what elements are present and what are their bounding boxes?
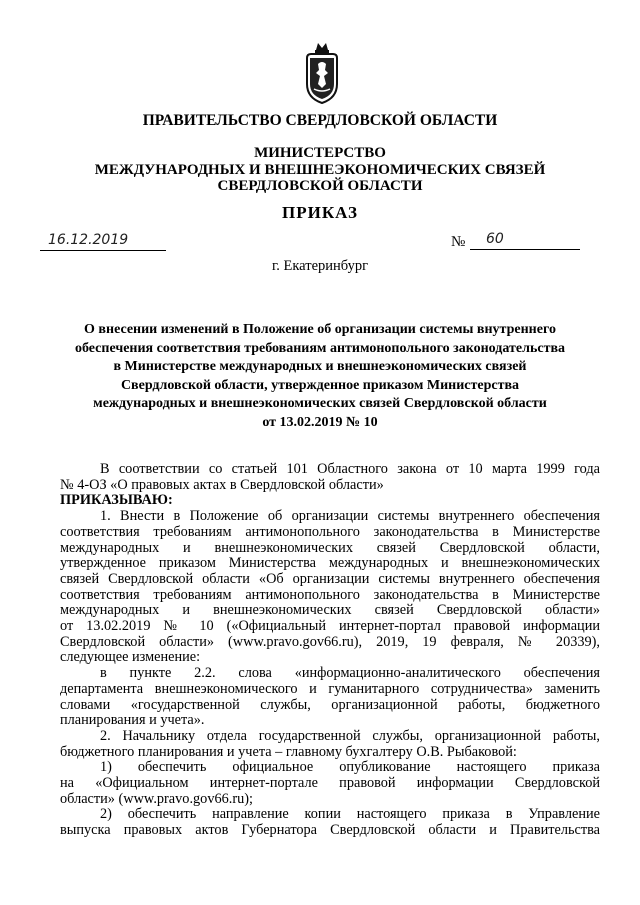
item-2-2-line: 2) обеспечить направление копии настоящего приказа в Управление — [100, 806, 600, 823]
subject-line: международных и внешнеэкономических связей Свердловской области — [93, 396, 547, 412]
city: г. Екатеринбург — [271, 258, 369, 274]
coat-of-arms-icon — [304, 40, 340, 106]
item-1-line: следующее изменение: — [60, 649, 201, 666]
subject-line: О внесении изменений в Положение об организации системы внутреннего — [84, 322, 556, 337]
item-2-1-line: на «Официальном интернет-портале правовой информации Свердловской — [60, 775, 600, 792]
item-2-1-line: области» (www.pravo.gov66.ru); — [60, 790, 253, 807]
document-body — [60, 462, 600, 839]
intro-line: № 4-ОЗ «О правовых актах в Свердловской области» — [60, 476, 384, 493]
ministry-title-line1: МИНИСТЕРСТВО — [254, 145, 386, 161]
ministry-title-line2: МЕЖДУНАРОДНЫХ И ВНЕШНЕЭКОНОМИЧЕСКИХ СВЯЗЕЙ — [94, 162, 546, 178]
item-1-subitem — [60, 666, 600, 729]
intro-line: В соответствии со статьей 101 Областного закона от 10 марта 1999 года — [100, 461, 600, 477]
number-underline — [470, 249, 580, 250]
subject-line: обеспечения соответствия требованиям антимонопольного законодательства — [74, 340, 566, 356]
item-1 — [60, 509, 600, 666]
item-1-line: международных и внешнеэкономических связей Свердловской области» — [60, 602, 600, 619]
item-1-line: Свердловской области» (www.pravo.gov66.ru), 2019, 19 февраля, № 20339), — [60, 633, 600, 650]
item-1-line: соответствия требованиям антимонопольного законодательства в Министерстве — [60, 586, 600, 603]
order-word: ПРИКАЗЫВАЮ: — [60, 492, 173, 509]
handwritten-date: 16.12.2019 — [48, 232, 129, 248]
item-1-line: соответствия требованиям антимонопольного законодательства в Министерстве — [60, 523, 600, 540]
item-1-line: международных и внешнеэкономических связей Свердловской области, — [60, 539, 600, 556]
item-2 — [60, 729, 600, 760]
item-1-sub-line: департамента внешнеэкономического и гуманитарного сотрудничества» заменить — [60, 680, 600, 697]
item-1-sub-line: в пункте 2.2. слова «информационно-аналитического обеспечения — [100, 665, 600, 682]
date-underline — [40, 250, 166, 251]
government-title: ПРАВИТЕЛЬСТВО СВЕРДЛОВСКОЙ ОБЛАСТИ — [142, 112, 498, 129]
item-1-line: связей Свердловской области «Об организации системы внутреннего обеспечения — [60, 570, 600, 587]
number-label: № — [451, 234, 466, 250]
item-1-sub-line: словами «государственной службы, организационной работы, бюджетного — [60, 696, 600, 713]
subject-line: от 13.02.2019 № 10 — [262, 414, 378, 430]
item-2-1 — [60, 760, 600, 807]
subject-line: в Министерстве международных и внешнеэкономических связей — [113, 359, 527, 375]
item-1-line: 1. Внести в Положение об организации системы внутреннего обеспечения — [100, 508, 600, 525]
item-1-sub-line: планирования и учета». — [60, 712, 205, 729]
item-2-1-line: 1) обеспечить официальное опубликование настоящего приказа — [100, 759, 600, 776]
ministry-title-line3: СВЕРДЛОВСКОЙ ОБЛАСТИ — [217, 178, 423, 194]
item-2-line: 2. Начальнику отдела государственной службы, организационной работы, — [100, 727, 600, 744]
item-2-line: бюджетного планирования и учета – главному бухгалтеру О.В. Рыбаковой: — [60, 743, 517, 760]
intro-paragraph — [60, 462, 600, 493]
document-type: ПРИКАЗ — [282, 203, 358, 222]
item-2-2 — [60, 807, 600, 838]
subject-line: Свердловской области, утвержденное приказом Министерства — [120, 377, 520, 393]
item-1-line: от 13.02.2019 № 10 («Официальный интернет-портал правовой информации — [60, 618, 600, 635]
handwritten-number: 60 — [486, 231, 504, 247]
document-subject — [60, 321, 580, 433]
item-2-2-line: выпуска правовых актов Губернатора Свердловской области и Правительства — [60, 822, 600, 839]
item-1-line: утвержденное приказом Министерства международных и внешнеэкономических — [60, 555, 600, 572]
